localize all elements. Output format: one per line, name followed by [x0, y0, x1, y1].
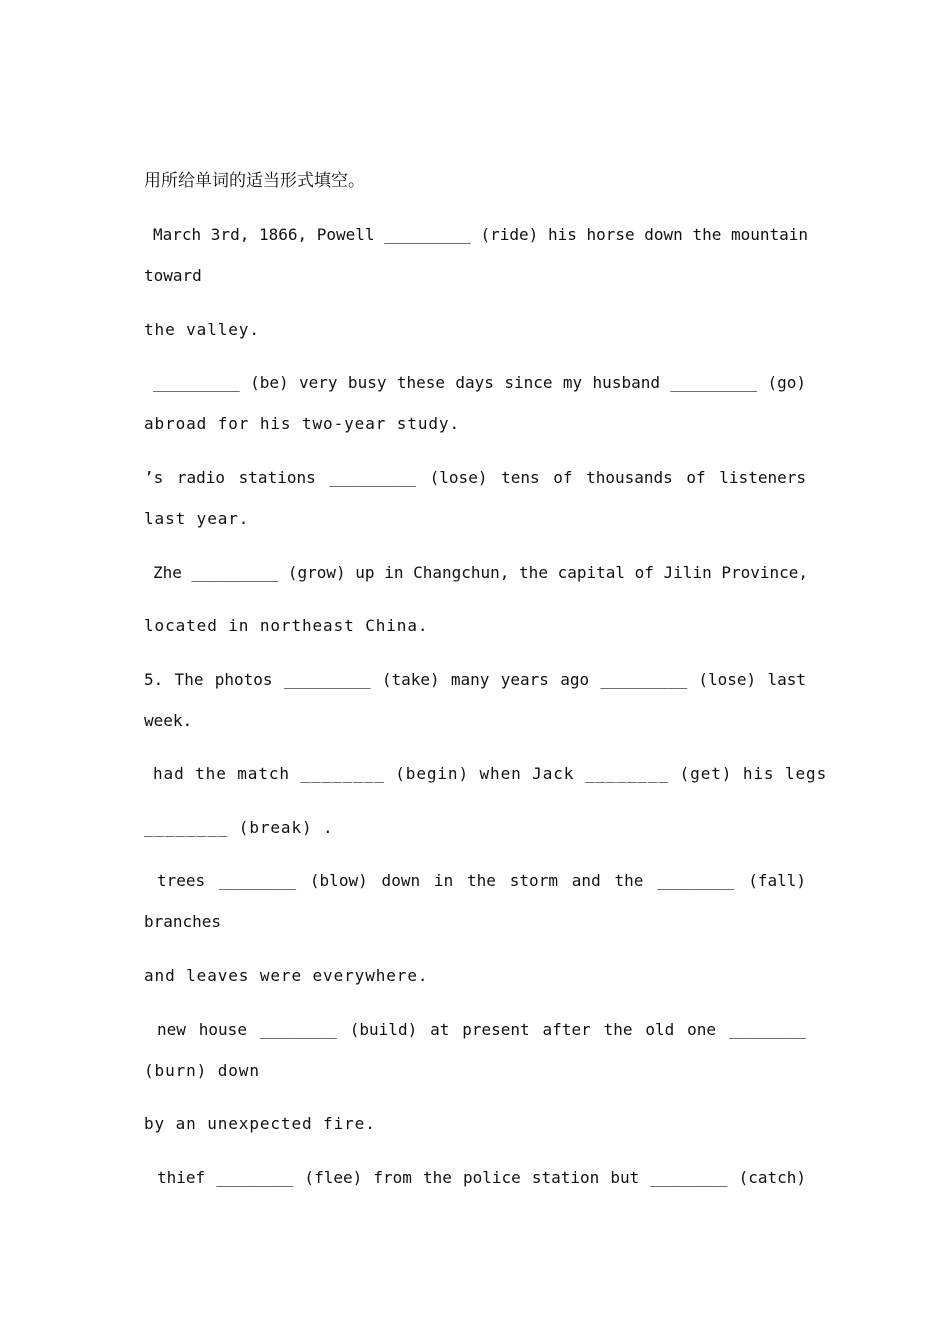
exercise-7-line-3: and leaves were everywhere.: [144, 966, 429, 985]
exercise-2-line-1: _________ (be) very busy these days since my husband _________ (go): [153, 373, 806, 392]
exercise-1-line-2: toward: [144, 266, 202, 285]
exercise-7-line-2: branches: [144, 912, 222, 931]
exercise-4-line-2: located in northeast China.: [144, 616, 429, 635]
exercise-8-line-1: new house ________ (build) at present after the old one ________: [157, 1020, 806, 1039]
exercise-3-line-2: last year.: [144, 509, 250, 528]
exercise-2-line-2: abroad for his two-year study.: [144, 414, 460, 433]
exercise-5-line-1: 5. The photos _________ (take) many years ago _________ (lose) last: [144, 670, 806, 689]
exercise-6-line-1: had the match ________ (begin) when Jack ________ (get) his legs: [153, 764, 828, 783]
exercise-8-line-3: by an unexpected fire.: [144, 1114, 376, 1133]
exercise-3-line-1: ’s radio stations _________ (lose) tens of thousands of listeners: [144, 468, 806, 487]
exercise-8-line-2: (burn) down: [144, 1061, 260, 1080]
exercise-7-line-1: trees ________ (blow) down in the storm and the ________ (fall): [157, 871, 806, 890]
instruction-heading: 用所给单词的适当形式填空。: [144, 171, 365, 191]
exercise-5-line-2: week.: [144, 711, 193, 730]
exercise-6-line-2: ________ (break) .: [144, 818, 334, 837]
exercise-1-line-3: the valley.: [144, 320, 260, 339]
exercise-1-line-1: March 3rd, 1866, Powell _________ (ride) his horse down the mountain: [153, 225, 809, 244]
exercise-9-line-1: thief ________ (flee) from the police station but ________ (catch): [157, 1168, 806, 1187]
exercise-4-line-1: Zhe _________ (grow) up in Changchun, the capital of Jilin Province,: [153, 563, 809, 582]
